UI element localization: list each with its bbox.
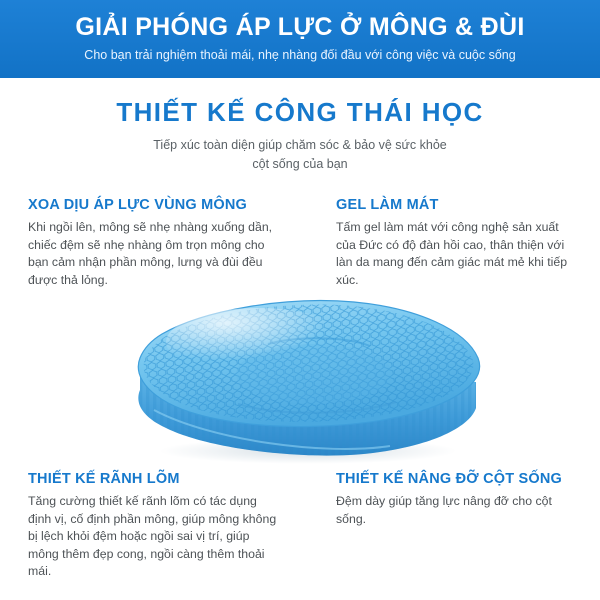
feature-spine-support — [336, 470, 581, 528]
feature-body: Tăng cường thiết kế rãnh lõm có tác dụng định vị, cố định phần mông, giúp mông không bị lệch khỏi đệm hoặc ngồi sai vị trí, giúp mông thêm đẹp cong, ngồi càng thêm thoải mái. — [28, 494, 277, 578]
section-description-line-1: Tiếp xúc toàn diện giúp chăm sóc & bảo vệ sức khỏe — [153, 138, 447, 152]
product-image — [118, 286, 496, 476]
section-heading-block — [0, 96, 600, 174]
section-title: THIẾT KẾ CÔNG THÁI HỌC — [116, 97, 484, 127]
feature-title: GEL LÀM MÁT — [336, 197, 439, 213]
section-description — [0, 136, 600, 174]
feature-title: XOA DỊU ÁP LỰC VÙNG MÔNG — [28, 197, 248, 213]
feature-buttock-pressure-relief — [28, 196, 278, 289]
feature-grooved-design — [28, 470, 278, 581]
header-title: GIẢI PHÓNG ÁP LỰC Ở MÔNG & ĐÙI — [75, 13, 525, 41]
cushion-gloss — [166, 308, 350, 376]
header-banner — [0, 0, 600, 78]
section-description-line-2: cột sống của bạn — [252, 157, 348, 171]
header-subtitle: Cho bạn trải nghiệm thoải mái, nhẹ nhàng đối đầu với công việc và cuộc sống — [84, 48, 516, 62]
feature-cooling-gel — [336, 196, 581, 289]
feature-title: THIẾT KẾ RÃNH LÕM — [28, 471, 180, 487]
feature-title: THIẾT KẾ NÂNG ĐỠ CỘT SỐNG — [336, 471, 563, 487]
feature-body: Đệm dày giúp tăng lực nâng đỡ cho cột sống. — [336, 494, 552, 526]
feature-body: Tấm gel làm mát với công nghệ sản xuất của Đức có độ đàn hồi cao, thân thiện với làn da mang đến cảm giác mát mẻ khi tiếp xúc. — [336, 220, 568, 287]
feature-body: Khi ngồi lên, mông sẽ nhẹ nhàng xuống dần, chiếc đệm sẽ nhẹ nhàng ôm trọn mông cho bạn cảm nhận phần mông, lưng và đùi đều được thả lỏng. — [28, 220, 273, 287]
gel-seat-cushion-illustration — [118, 286, 496, 476]
cushion-svg — [118, 286, 496, 476]
